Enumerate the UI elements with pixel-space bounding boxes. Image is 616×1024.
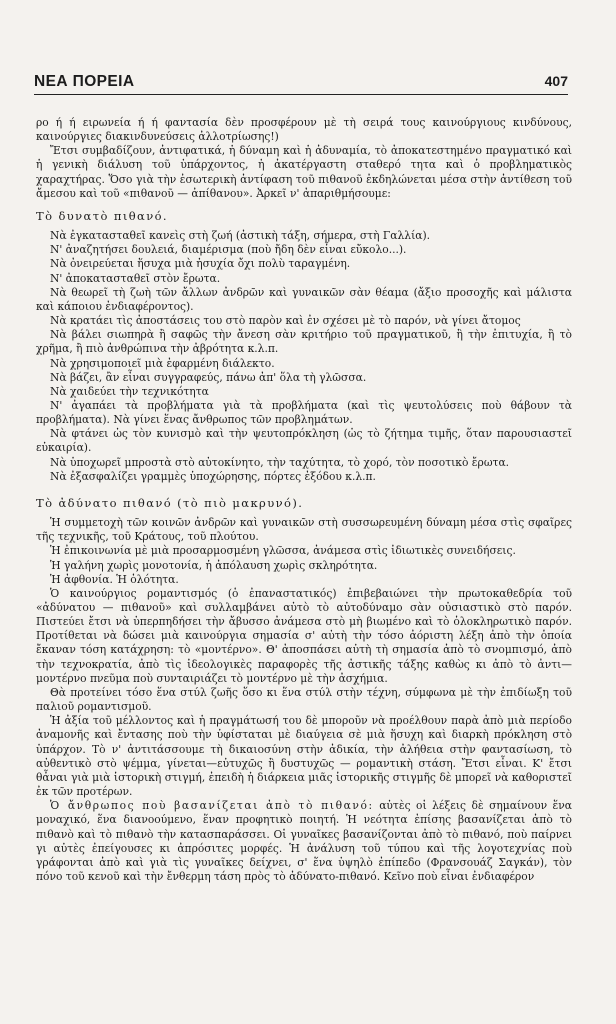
paragraph: Ὁ καινούργιος ρομαντισμός (ὁ ἐπαναστατικός) ἐπιβεβαιώνει τὴν πρωτοκαθεδρία τοῦ «ἀδύνατου — πιθανοῦ» καὶ συλλαμβάνει αὐτὸ τὸ αὐτοδύναμο σὰν οὐσιαστικὸ στὸ παρόν. Πιστεύει ἔτσι νὰ ὑπερπηδήσει τὴν ἄβυσσο ἀνάμεσα στὸ μὴ βιωμένο καὶ τὸ ὁλοκληρωτικὸ παρόν. Προτίθεται νὰ δώσει μιὰ καινούργια σημασία σ' αὐτὴ τὴν τόσο ἀόριστη λέξη ἀπὸ τὴν ὁποία ἔκαναν τόση κατάχρηση: τὸ «μοντέρνο». Θ' ἀποσπάσει αὐτὴ τὴ σημασία ἀπὸ τὸ σνομπισμό, ἀπὸ τὴν τεχνοκρατία, ἀπὸ τὶς ἰδεολογικὲς παραφορὲς τῆς ἀστικῆς τάξης καθὼς κι ἀπὸ τὸ ἀντι—μοντέρνο πνεῦμα ποὺ συνταιριάζει τὸ μοντέρνο μὲ τὴν ἀσχήμια. xyxy=(36,586,572,685)
list-item: Ἡ ἀφθονία. Ἡ ὁλότητα. xyxy=(50,572,179,586)
page-number: 407 xyxy=(544,73,568,89)
journal-title: ΝΕΑ ΠΟΡΕΙΑ xyxy=(34,73,135,90)
list-item: Νὰ χρησιμοποιεῖ μιὰ ἐφαρμένη διάλεκτο. xyxy=(50,356,275,370)
list-item: Νὰ ὀνειρεύεται ἥσυχα μιὰ ἡσυχία ὄχι πολὺ ταραγμένη. xyxy=(50,257,351,271)
list-item: Νὰ φτάνει ὡς τὸν κυνισμὸ καὶ τὴν ψευτοπρόκληση (ὡς τὸ ζήτημα τιμῆς, ὅταν παρουσιαστεῖ εὐκαιρία). xyxy=(36,427,572,455)
list-item: Νὰ ἐγκατασταθεῖ κανεὶς στὴ ζωή (ἀστικὴ τάξη, σήμερα, στὴ Γαλλία). xyxy=(50,229,431,243)
final-paragraph xyxy=(36,799,572,884)
list-item: Νὰ κρατάει τὶς ἀποστάσεις του στὸ παρὸν καὶ ἐν σχέσει μὲ τὸ παρόν, νὰ γίνει ἄτομος xyxy=(50,314,521,328)
list-item: Νὰ ὑποχωρεῖ μπροστὰ στὸ αὐτοκίνητο, τὴν ταχύτητα, τὸ χορό, τὸν ποσοτικὸ ἔρωτα. xyxy=(50,455,510,469)
list-item: Ἡ γαλήνη χωρὶς μονοτονία, ἡ ἀπόλαυση χωρὶς σκληρότητα. xyxy=(50,558,378,572)
final-paragraph-text: αὐτὲς οἱ λέξεις δὲ σημαίνουν ἕνα μοναχικό, ἕνα διανοούμενο, ἕναν προφητικὸ ποιητή. Ἡ νεότητα ἐπίσης βασανίζεται ἀπὸ τὸ πιθανὸ καὶ τὸ πιθανὸ τὴν κατασπαράσσει. Οἱ γυναῖκες βασανίζονται ἀπὸ τὸ πιθανό, ποὺ παίρνει γι αὐτὲς ἐπείγουσες κι ἀπρόσιτες μορφές. Ἡ ἀνάλυση τοῦ τύπου καὶ τῆς λογοτεχνίας ποὺ γράφονται ἀπὸ καὶ γιὰ τὶς γυναῖκες δείχνει, σ' ἕνα ὑψηλὸ ἐπίπεδο (Φρανσουάζ Σαγκάν), τὸν πόνο τοῦ κενοῦ καὶ τὴν ἔνθερμη τάση πρὸς τὸ ἀδύνατο-πιθανό. Κεῖνο ποὺ εἶναι ἐνδιαφέρον xyxy=(36,799,572,883)
list-item: Ν' ἀναζητήσει δουλειά, διαμέρισμα (ποὺ ἤδη δὲν εἶναι εὔκολο...). xyxy=(50,243,407,257)
list-item: Ν' ἀποκατασταθεῖ στὸν ἔρωτα. xyxy=(50,271,221,285)
list-item: Νὰ βάλει σιωπηρὰ ἢ σαφῶς τὴν ἄνεση σὰν κριτήριο τοῦ πραγματικοῦ, ἢ τὴν ἐπιτυχία, ἢ τὸ χρῆμα, ἢ πιὸ ἀνθρώπινα τὴν ἀβρότητα κ.λ.π. xyxy=(36,328,572,356)
section-heading-impossible: Τὸ ἀδύνατο πιθανό (τὸ πιὸ μακρυνό). xyxy=(36,495,304,510)
paragraph: Θὰ προτείνει τόσο ἕνα στύλ ζωῆς ὅσο κι ἕνα στύλ στὴν τέχνη, σύμφωνα μὲ τὴν ἐπιδίωξη τοῦ παλιοῦ ρομαντισμοῦ. xyxy=(36,685,572,714)
article-body xyxy=(36,116,572,884)
paragraph: ρο ή ή ειρωνεία ή ή φαντασία δὲν προσφέρουν μὲ τὴ σειρά τους καινούργιους κινδύνους, καινούργιες διακινδυνεύσεις ἀλλοτρίωσης!) xyxy=(36,116,572,144)
final-paragraph-lead: Ὁ ἄνθρωπος ποὺ βασανίζεται ἀπὸ τὸ πιθανό: xyxy=(50,799,374,813)
paragraph: Ἡ ἀξία τοῦ μέλλοντος καὶ ἡ πραγμάτωσή του δὲ μποροῦν νὰ προέλθουν παρὰ ἀπὸ μιὰ περίοδο ἀναμονῆς καὶ ἔντασης ποὺ τὴν ὑφίσταται μὲ διαύγεια σὲ μιὰ ἥσυχη καὶ διαρκὴ πρόκληση στὸ ὑπάρχον. Τὸ ν' ἀντιτάσσουμε τὴ δικαιοσύνη στὴν ἀδικία, τὴν ἀλήθεια στὴν φαντασίωση, τὸ αὐθεντικὸ στὸ ψέμμα, γίνεται—εὐτυχῶς ἢ δυστυχῶς — ρομαντικὴ στάση. Ἔτσι εἶναι. Κ' ἔτσι θἆναι γιὰ μιὰ ἱστορικὴ στιγμή, ἐπειδὴ ἡ διάρκεια μιᾶς ἱστορικῆς στιγμῆς δὲ μπορεῖ νὰ καθοριστεῖ ἐκ τῶν προτέρων. xyxy=(36,714,572,799)
list-item: Νὰ ἐξασφαλίζει γραμμὲς ὑποχώρησης, πόρτες ἐξόδου κ.λ.π. xyxy=(50,469,376,483)
section-heading-possible: Τὸ δυνατὸ πιθανό. xyxy=(36,208,168,223)
list-item: Ἡ ἐπικοινωνία μὲ μιὰ προσαρμοσμένη γλῶσσα, ἀνάμεσα στὶς ἰδιωτικὲς συνειδήσεις. xyxy=(50,544,516,558)
list-item: Νὰ βάζει, ἂν εἶναι συγγραφεύς, πάνω ἀπ' ὅλα τὴ γλῶσσα. xyxy=(50,370,367,384)
list-item: Νὰ χαιδεύει τὴν τεχνικότητα xyxy=(50,384,209,398)
paragraph: Ἔτσι συμβαδίζουν, ἀντιφατικά, ἡ δύναμη καὶ ἡ ἀδυναμία, τὸ ἀποκατεστημένο πραγματικό καὶ ἡ γενικὴ διάλυση τοῦ ὑπάρχοντος, ἡ ἀκατέργαστη σταθερό τητα καὶ ὁ προβληματικὸς χαραχτήρας. Ὅσο γιὰ τὴν ἐσωτερικὴ ἀντίφαση τοῦ πιθανοῦ ἐκδηλώνεται μέσα στὴν ἀντίθεση τοῦ ἄμεσου καὶ τοῦ «πιθανοῦ — ἀπίθανου». Ἀρκεῖ ν' ἀπαριθμήσουμε: xyxy=(36,144,572,200)
running-header xyxy=(34,72,568,95)
list-item: Νὰ θεωρεῖ τὴ ζωὴ τῶν ἄλλων ἀνδρῶν καὶ γυναικῶν σὰν θέαμα (ἄξιο προσοχῆς καὶ μάλιστα καὶ κάποιου ἐνδιαφέροντος). xyxy=(36,285,572,313)
list-item: Ἡ συμμετοχὴ τῶν κοινῶν ἀνδρῶν καὶ γυναικῶν στὴ συσσωρευμένη δύναμη μέσα στὶς σφαῖρες τῆς τεχνικῆς, τοῦ Κράτους, τοῦ πλούτου. xyxy=(36,516,572,544)
list-item: Ν' ἀγαπάει τὰ προβλήματα γιὰ τὰ προβλήματα (καὶ τὶς ψευτολύσεις ποὺ θάβουν τὰ προβλήματα). Νὰ γίνει ἕνας ἄνθρωπος τῶν προβλημάτων. xyxy=(36,398,572,427)
